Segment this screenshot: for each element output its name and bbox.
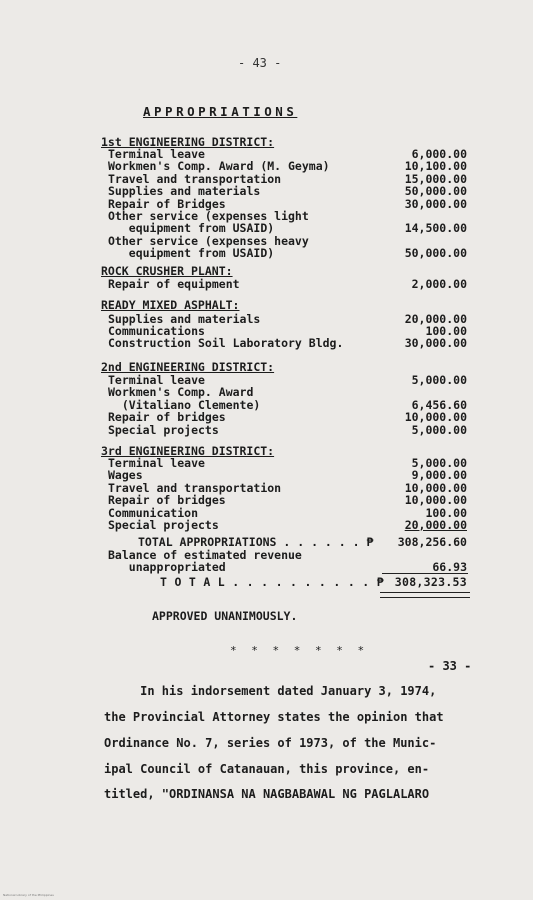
separator-stars: * * * * * * * — [230, 644, 369, 657]
paragraph-line: Ordinance No. 7, series of 1973, of the Munic- — [104, 736, 437, 750]
double-rule-bottom — [380, 597, 470, 598]
section-heading-label: ROCK CRUSHER PLANT: — [101, 264, 233, 278]
line-item-label: Travel and transportation — [108, 171, 282, 186]
line-item-label: Supplies and materials — [108, 312, 261, 326]
divider-rule — [382, 573, 468, 574]
line-item — [0, 424, 533, 437]
line-item-label: Supplies and materials — [108, 184, 261, 199]
line-item-amount: 14,500.00 — [404, 221, 467, 236]
line-item — [0, 519, 533, 532]
line-item-amount: 100.00 — [425, 324, 467, 338]
line-item-amount: 5,000.00 — [411, 422, 467, 437]
line-item-amount: 30,000.00 — [404, 196, 467, 211]
line-item-amount: 50,000.00 — [404, 246, 467, 261]
line-item-label: equipment from USAID) — [108, 221, 275, 236]
line-item-amount: 50,000.00 — [404, 184, 467, 199]
section-heading-label: 2nd ENGINEERING DISTRICT: — [101, 360, 275, 374]
line-item-amount: 20,000.00 — [404, 312, 467, 326]
line-item — [0, 278, 533, 291]
section-heading-label: READY MIXED ASPHALT: — [101, 298, 240, 312]
second-page-number: - 33 - — [428, 659, 472, 673]
line-item-label: Repair of bridges — [108, 410, 226, 425]
double-rule-top — [380, 592, 470, 593]
line-item-amount: 10,000.00 — [404, 410, 467, 425]
line-item-amount: 10,000.00 — [404, 493, 467, 508]
line-item-amount: 6,456.60 — [411, 397, 467, 412]
document-title: APPROPRIATIONS — [143, 104, 298, 119]
line-item — [0, 247, 533, 260]
grand-total-row — [0, 576, 533, 589]
line-item-label: Workmen's Comp. Award (M. Geyma) — [108, 159, 330, 174]
line-item-label: Terminal leave — [108, 456, 205, 470]
grand-total-amount: 308,323.53 — [394, 575, 467, 589]
paragraph-line: In his indorsement dated January 3, 1974, — [104, 684, 437, 698]
footer-credit: National Library of the Philippines — [3, 893, 54, 897]
line-item-amount: 100.00 — [425, 505, 467, 520]
line-item-label: (Vitaliano Clemente) — [108, 397, 261, 412]
line-item-amount: 2,000.00 — [411, 277, 467, 291]
line-item-label: Repair of equipment — [108, 277, 240, 291]
line-item-label: Construction Soil Laboratory Bldg. — [108, 336, 344, 350]
paragraph-line: the Provincial Attorney states the opinion that — [104, 710, 444, 724]
line-item-amount: 10,000.00 — [404, 480, 467, 495]
section-heading — [0, 299, 533, 312]
line-item-amount: 6,000.00 — [411, 147, 467, 161]
line-item-label: Travel and transportation — [108, 480, 282, 495]
line-item-label: Special projects — [108, 422, 219, 437]
line-item-label: Terminal leave — [108, 373, 205, 387]
line-item-label: Terminal leave — [108, 147, 205, 161]
line-item-label: Repair of bridges — [108, 493, 226, 508]
paragraph-line: ipal Council of Catanauan, this province, en- — [104, 762, 430, 776]
approved-note: APPROVED UNANIMOUSLY. — [152, 609, 298, 623]
line-item — [0, 337, 533, 350]
line-item-label: Repair of Bridges — [108, 196, 226, 211]
line-item-label: Special projects — [108, 518, 219, 532]
line-item-amount: 20,000.00 — [404, 518, 467, 532]
line-item-label: Other service (expenses light — [108, 209, 309, 223]
section-heading-label: 3rd ENGINEERING DISTRICT: — [101, 444, 275, 458]
balance-label-1: Balance of estimated revenue — [108, 548, 302, 562]
grand-total-label: T O T A L . . . . . . . . . . ₱ — [160, 575, 384, 589]
paragraph-line: titled, "ORDINANSA NA NAGBABAWAL NG PAGLALARO — [104, 787, 430, 801]
line-item-amount: 9,000.00 — [411, 468, 467, 483]
page-number: - 43 - — [238, 56, 282, 70]
total-appropriations-amount: 308,256.60 — [397, 535, 467, 549]
balance-label-2: unappropriated — [108, 560, 226, 574]
line-item-amount: 30,000.00 — [404, 336, 467, 350]
line-item-amount: 5,000.00 — [411, 456, 467, 470]
line-item-amount: 15,000.00 — [404, 171, 467, 186]
line-item-label: Communication — [108, 505, 199, 520]
line-item-label: Other service (expenses heavy — [108, 233, 309, 248]
line-item-label: Workmen's Comp. Award — [108, 385, 254, 400]
line-item-label: Communications — [108, 324, 205, 338]
line-item-amount: 10,100.00 — [404, 159, 467, 174]
line-item-label: Wages — [108, 468, 143, 483]
section-heading-label: 1st ENGINEERING DISTRICT: — [101, 135, 275, 149]
balance-amount: 66.93 — [432, 560, 467, 574]
line-item-label: equipment from USAID) — [108, 246, 275, 261]
line-item-amount: 5,000.00 — [411, 373, 467, 387]
total-appropriations-label: TOTAL APPROPRIATIONS . . . . . . ₱ — [138, 535, 374, 549]
line-item — [0, 374, 533, 387]
